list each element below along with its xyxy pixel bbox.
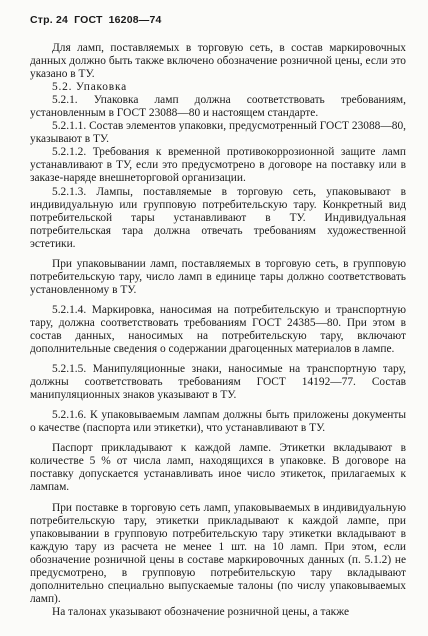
paragraph-5-2-1-5: 5.2.1.5. Манипуляционные знаки, наносимые на транспортную тару, должны соответствовать требованиям ГОСТ 14192—77. Состав манипуляционных знаков указывают в ТУ. <box>30 363 406 402</box>
standard-label: ГОСТ <box>74 14 103 26</box>
paragraph-5-2-1-6: 5.2.1.6. К упаковываемым лампам должны быть приложены документы о качестве (паспорта или этикетки), что устанавливают в ТУ. <box>30 409 406 435</box>
paragraph-5-2-1: 5.2.1. Упаковка ламп должна соответствовать требованиям, установленным в ГОСТ 23088—80 и настоящем стандарте. <box>30 94 406 120</box>
section-heading-packaging: 5.2. Упаковка <box>52 81 127 94</box>
paragraph-5-2-1-2: 5.2.1.2. Требования к временной противокоррозионной защите ламп устанавливают в ТУ, если это предусмотрено в договоре на поставку или в заказе-наряде внешнеторговой организации. <box>30 146 406 185</box>
page-number: Стр. 24 <box>30 14 69 26</box>
body-text <box>30 42 406 619</box>
paragraph-passport: Паспорт прикладывают к каждой лампе. Этикетки вкладывают в количестве 5 % от числа ламп, находящихся в упаковке. В договоре на поставку допускается устанавливать иное число этикеток, прилагаемых к лампам. <box>30 442 406 494</box>
paragraph-5-2-1-4: 5.2.1.4. Маркировка, наносимая на потребительскую и транспортную тару, должна соответствовать требованиям ГОСТ 24385—80. При этом в состав данных, наносимых на потребительскую тару, включают дополнительные сведения о содержании драгоценных материалов в лампе. <box>30 303 406 356</box>
page-header <box>30 14 168 26</box>
paragraph-retail-labels: При поставке в торговую сеть ламп, упаковываемых в индивидуальную потребительскую тару, этикетки прикладывают к каждой лампе, при упаковывании в групповую потребительскую тару этикетки вкладывают в каждую тару из расчета не менее 1 шт. на 10 ламп. При этом, если обозначение розничной цены в составе маркировочных данных (п. 5.1.2) не предусмотрено, в групповую потребительскую тару вкладывают дополнительно специально выпускаемые талоны (по числу упаковываемых ламп). <box>30 501 406 605</box>
paragraph-intro: Для ламп, поставляемых в торговую сеть, в состав маркировочных данных должно быть также включено обозначение розничной цены, если это указано в ТУ. <box>30 42 406 81</box>
paragraph-retail-packing: При упаковывании ламп, поставляемых в торговую сеть, в групповую потребительскую тару, число ламп в единице тары должно соответствовать установленному в ТУ. <box>30 257 406 296</box>
paragraph-5-2-1-1: 5.2.1.1. Состав элементов упаковки, предусмотренный ГОСТ 23088—80, указывают в ТУ. <box>30 120 406 146</box>
paragraph-coupons: На талонах указывают обозначение розничной цены, а также <box>52 605 349 618</box>
standard-number: 16208—74 <box>108 14 162 26</box>
paragraph-5-2-1-3: 5.2.1.3. Лампы, поставляемые в торговую сеть, упаковывают в индивидуальную или групповую потребительскую тару. Конкретный вид потребительской тары устанавливают в ТУ. Индивидуальная потребительская тара должна отвечать требованиям художественной эстетики. <box>30 185 406 250</box>
